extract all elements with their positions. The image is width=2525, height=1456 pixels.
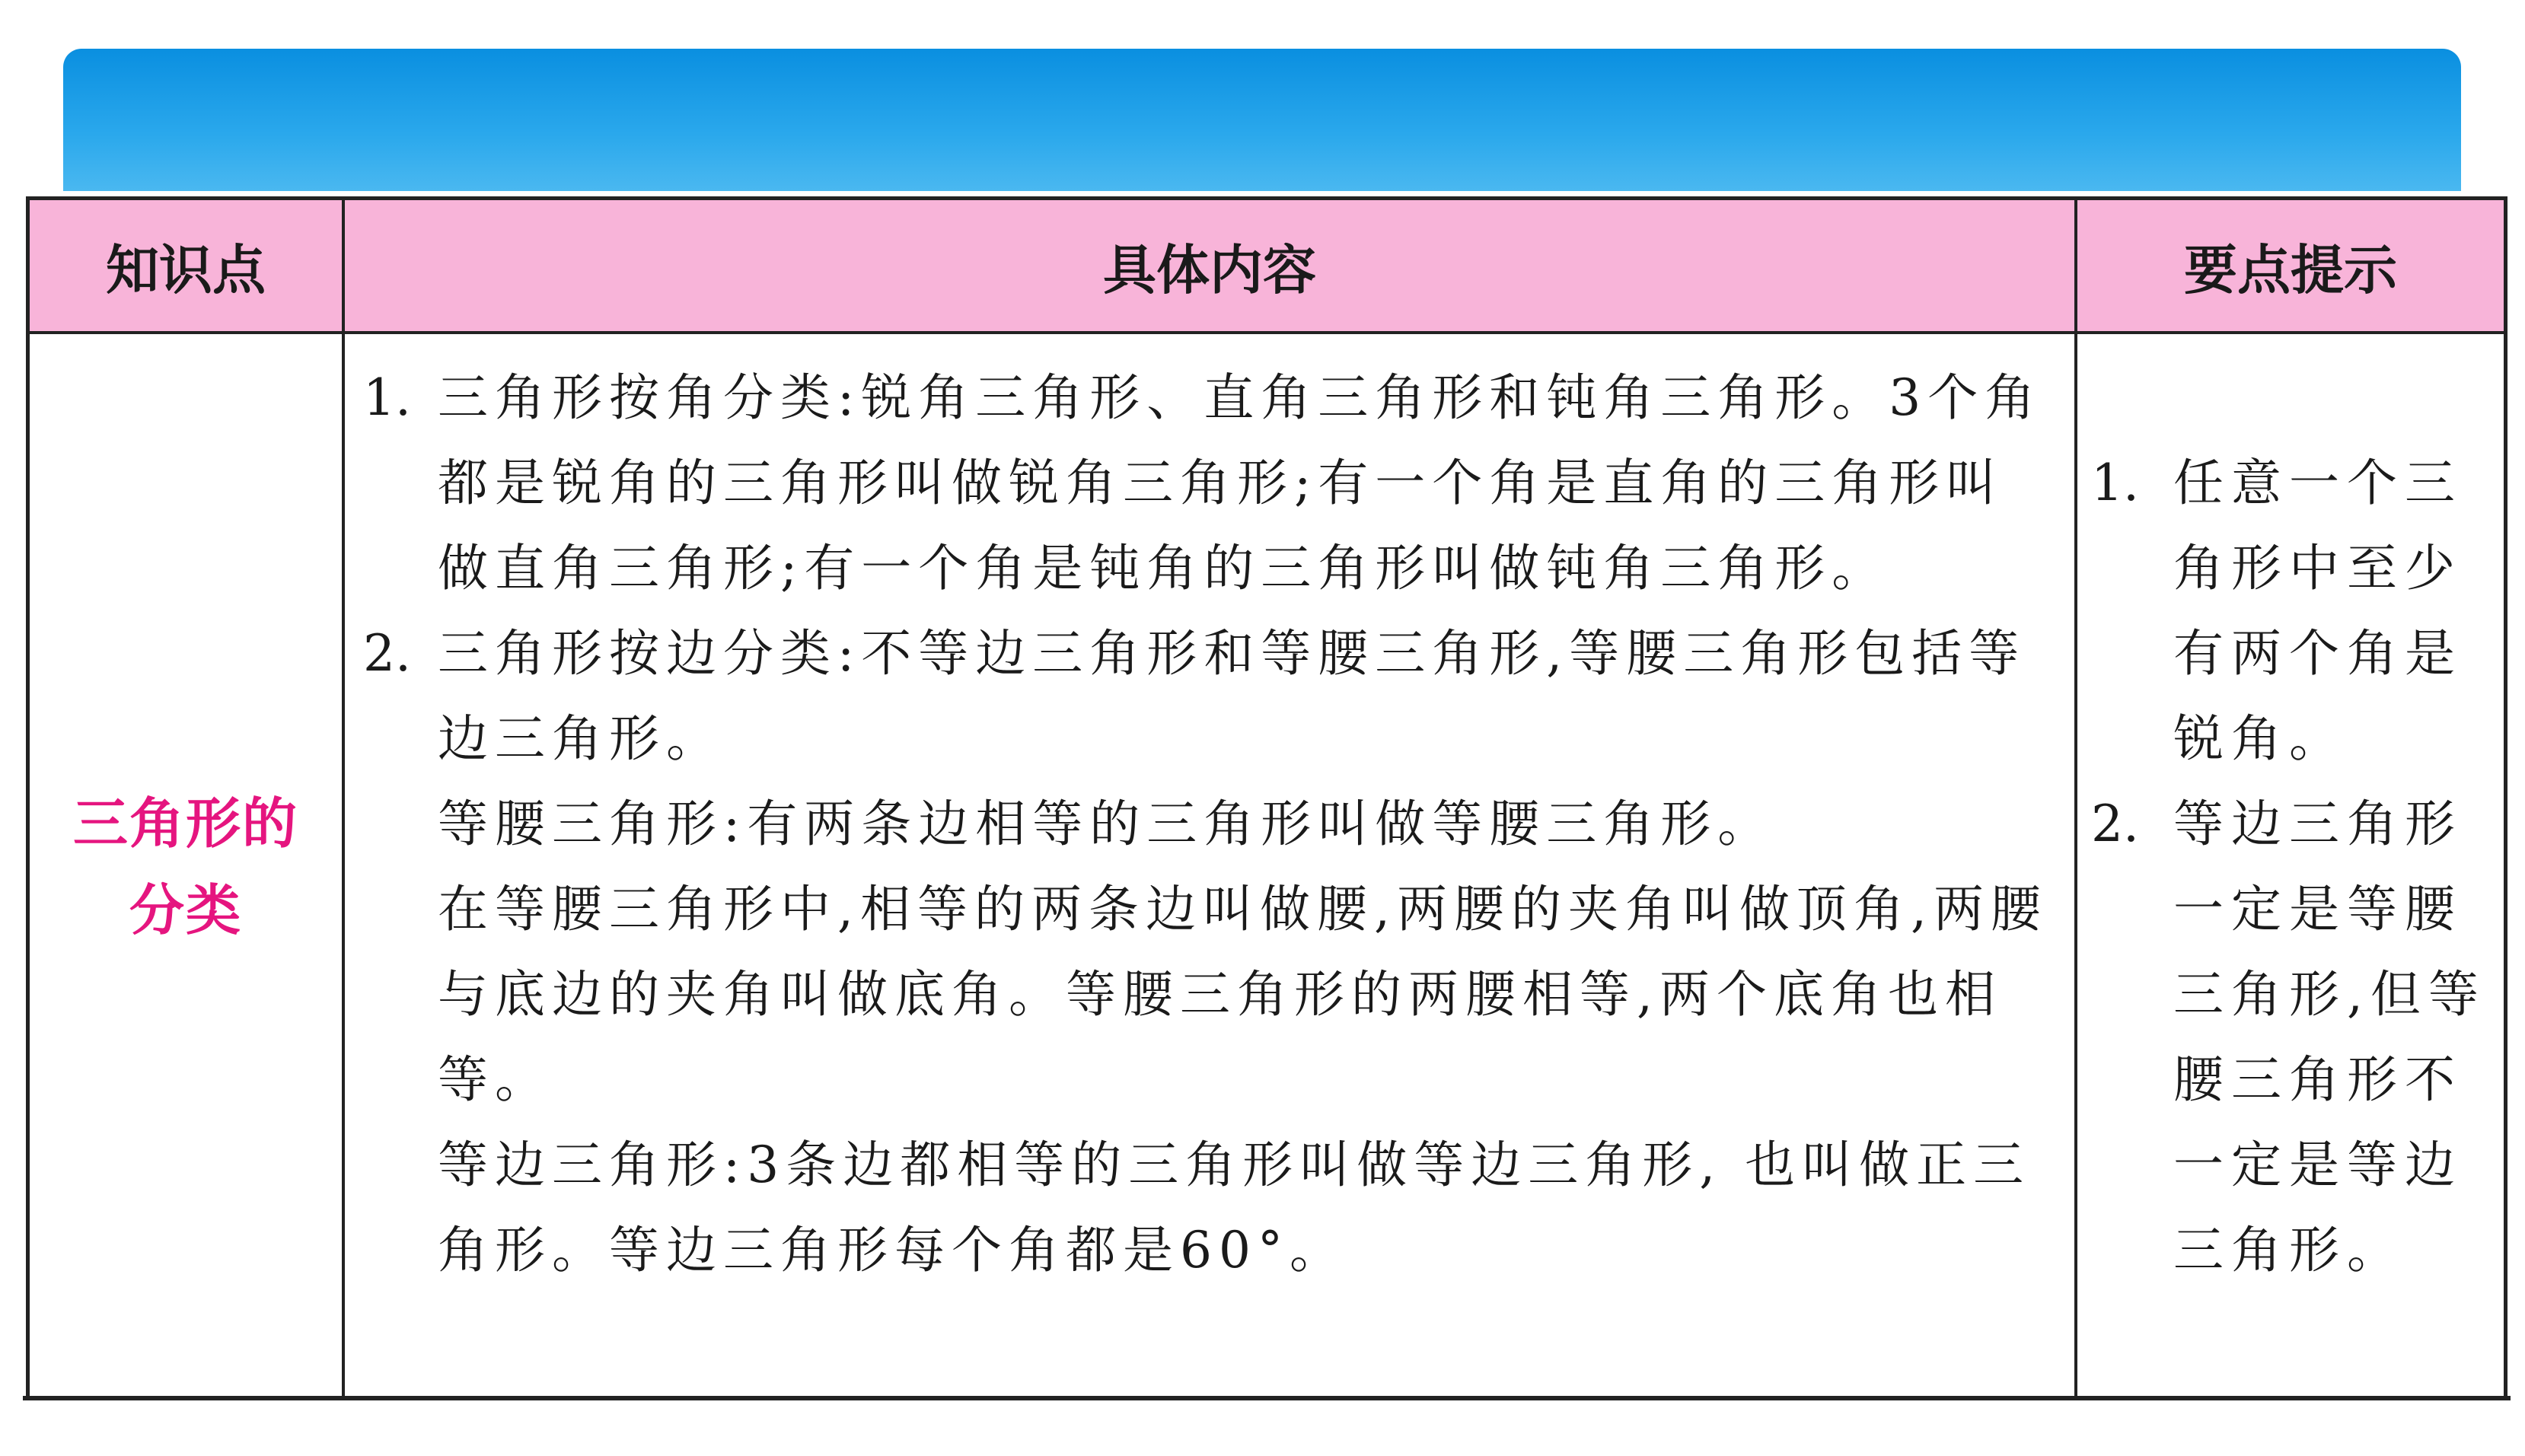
title-banner xyxy=(63,49,2461,191)
header-content: 具体内容 xyxy=(343,200,2076,333)
bottom-rule xyxy=(23,1396,2511,1400)
tip-item-1 xyxy=(2091,441,2493,782)
content-cell xyxy=(343,333,2076,1399)
topic-cell xyxy=(30,333,343,1399)
tip-text: 等边三角形一定是等腰三角形,但等腰三角形不一定是等边三角形。 xyxy=(2173,794,2486,1279)
item-number: 1. xyxy=(363,368,411,427)
header-tips: 要点提示 xyxy=(2076,200,2504,333)
content-item-2 xyxy=(363,611,2052,782)
topic-line-1: 三角形的 xyxy=(72,791,298,855)
item-text: 三角形按边分类:不等边三角形和等腰三角形,等腰三角形包括等边三角形。 xyxy=(438,624,2026,768)
item-number: 2. xyxy=(363,624,411,683)
header-topic: 知识点 xyxy=(30,200,343,333)
equilateral-definition: 等边三角形:3条边都相等的三角形叫做等边三角形, 也叫做正三角形。等边三角形每个角都是60°。 xyxy=(438,1136,2031,1279)
tip-number: 2. xyxy=(2091,794,2139,853)
item-text: 三角形按角分类:锐角三角形、直角三角形和钝角三角形。3个角都是锐角的三角形叫做锐角三角形;有一个角是直角的三角形叫做直角三角形;有一个角是钝角的三角形叫做钝角三角形。 xyxy=(438,368,2042,597)
content-item-1 xyxy=(363,355,2052,611)
table-row xyxy=(30,333,2504,1399)
knowledge-table xyxy=(26,196,2507,1399)
tips-cell xyxy=(2076,333,2504,1399)
tip-item-2 xyxy=(2091,782,2493,1293)
tip-number: 1. xyxy=(2091,453,2139,512)
topic-line-2: 分类 xyxy=(129,878,242,942)
table-header-row xyxy=(30,200,2504,333)
isosceles-definition: 等腰三角形:有两条边相等的三角形叫做等腰三角形。 xyxy=(438,795,1775,853)
tip-text: 任意一个三角形中至少有两个角是锐角。 xyxy=(2173,453,2463,768)
isosceles-parts: 在等腰三角形中,相等的两条边叫做腰,两腰的夹角叫做顶角,两腰与底边的夹角叫做底角。等腰三角形的两腰相等,两个底角也相等。 xyxy=(438,880,2048,1109)
